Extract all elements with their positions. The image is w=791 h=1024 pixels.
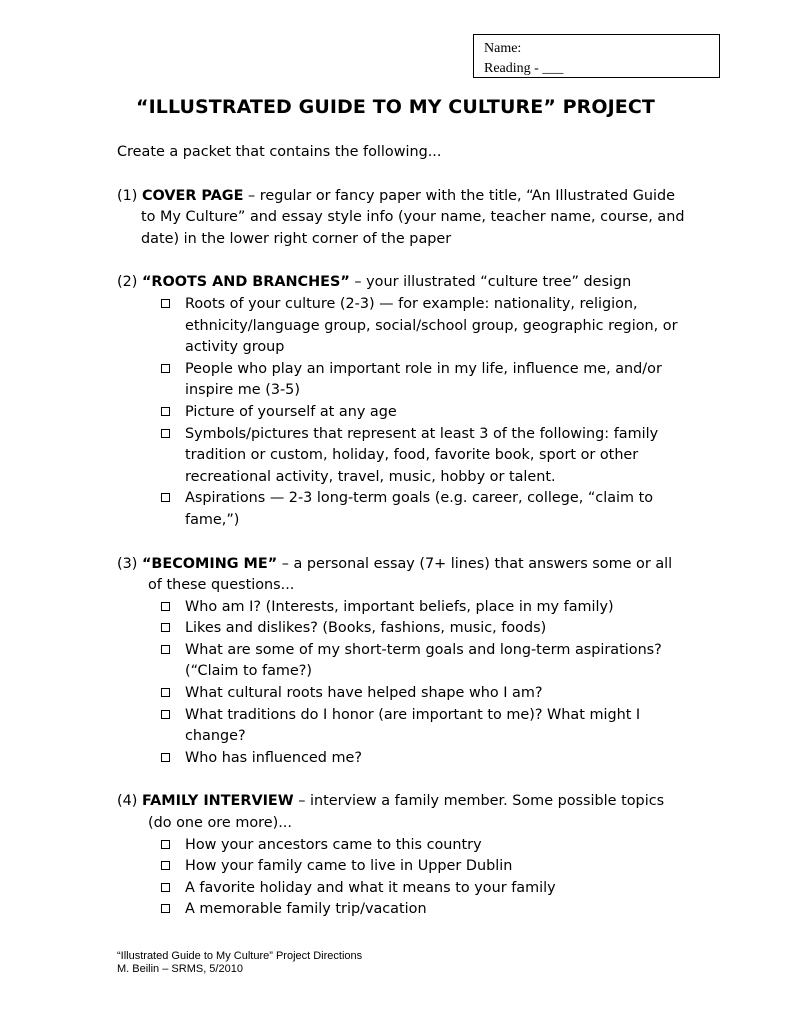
checklist	[117, 835, 687, 921]
checklist-item-text: What cultural roots have helped shape who I am?	[185, 685, 543, 702]
page-title: “ILLUSTRATED GUIDE TO MY CULTURE” PROJECT	[135, 96, 655, 118]
section-number: (4)	[117, 793, 138, 810]
section-title: “BECOMING ME”	[141, 555, 278, 572]
section-heading	[117, 554, 687, 597]
checklist-item	[185, 294, 687, 359]
section-description: – a personal essay (7+ lines) that answers some or all of these questions...	[148, 555, 673, 594]
section-description: – interview a family member. Some possible topics (do one ore more)...	[148, 793, 665, 832]
checklist-item-text: Symbols/pictures that represent at least 3 of the following: family tradition or custom, holiday, food, favorite book, sport or other recreational activity, travel, music, hobby or talent.	[185, 425, 659, 485]
name-label: Name:	[484, 41, 522, 56]
checklist-item	[185, 705, 687, 748]
reading-label: Reading - ___	[484, 61, 564, 76]
checkbox-icon	[161, 364, 170, 373]
checklist-item	[185, 640, 687, 683]
checklist-item	[185, 424, 687, 489]
checklist-item-text: Picture of yourself at any age	[185, 403, 397, 420]
checkbox-icon	[161, 623, 170, 632]
document-body	[117, 142, 687, 943]
checklist-item	[185, 899, 687, 921]
section-title: COVER PAGE	[141, 187, 244, 204]
checklist-item	[185, 402, 687, 424]
checklist-item-text: Who has influenced me?	[185, 749, 363, 766]
checklist-item-text: A favorite holiday and what it means to your family	[185, 879, 556, 896]
checklist	[117, 597, 687, 770]
section-description: – your illustrated “culture tree” design	[349, 274, 632, 291]
checkbox-icon	[161, 688, 170, 697]
checklist	[117, 294, 687, 532]
checkbox-icon	[161, 840, 170, 849]
checklist-item-text: Who am I? (Interests, important beliefs, place in my family)	[185, 598, 614, 615]
checklist-item	[185, 359, 687, 402]
checkbox-icon	[161, 861, 170, 870]
section-number: (2)	[117, 274, 138, 291]
checkbox-icon	[161, 429, 170, 438]
checklist-item	[185, 835, 687, 857]
section-title: “ROOTS AND BRANCHES”	[141, 274, 350, 291]
checkbox-icon	[161, 904, 170, 913]
section-heading	[117, 272, 687, 294]
footer-line-2: M. Beilin – SRMS, 5/2010	[117, 963, 243, 975]
checklist-item-text: What are some of my short-term goals and long-term aspirations? (“Claim to fame?)	[185, 641, 662, 680]
checklist-item-text: How your ancestors came to this country	[185, 836, 482, 853]
checklist-item	[185, 748, 687, 770]
section-heading	[117, 791, 687, 834]
section-number: (3)	[117, 555, 138, 572]
checklist-item	[185, 618, 687, 640]
section-description: – regular or fancy paper with the title, “An Illustrated Guide to My Culture” and essay style info (your name, teacher name, course, and date) in the lower right corner of the paper	[141, 187, 685, 247]
checklist-item	[185, 856, 687, 878]
checkbox-icon	[161, 602, 170, 611]
checklist-item-text: People who play an important role in my life, influence me, and/or inspire me (3-5)	[185, 360, 662, 399]
section-roots-and-branches	[117, 272, 687, 531]
checklist-item-text: How your family came to live in Upper Dublin	[185, 858, 513, 875]
section-family-interview	[117, 791, 687, 921]
name-reading-box	[473, 34, 720, 78]
checkbox-icon	[161, 645, 170, 654]
section-heading	[117, 186, 687, 251]
checklist-item	[185, 683, 687, 705]
page-footer	[117, 950, 362, 976]
checklist-item-text: Aspirations — 2-3 long-term goals (e.g. career, college, “claim to fame,”)	[185, 490, 654, 528]
section-title: FAMILY INTERVIEW	[141, 793, 294, 810]
section-becoming-me	[117, 554, 687, 770]
checkbox-icon	[161, 407, 170, 416]
checklist-item	[185, 488, 687, 531]
section-cover-page	[117, 186, 687, 251]
section-number: (1)	[117, 187, 138, 204]
checkbox-icon	[161, 710, 170, 719]
checklist-item-text: Likes and dislikes? (Books, fashions, music, foods)	[185, 620, 547, 637]
checkbox-icon	[161, 493, 170, 502]
checklist-item-text: What traditions do I honor (are important to me)? What might I change?	[185, 706, 641, 745]
checkbox-icon	[161, 753, 170, 762]
checklist-item-text: Roots of your culture (2-3) — for example: nationality, religion, ethnicity/language group, social/school group, geographic region, or activity group	[185, 295, 678, 356]
checklist-item	[185, 878, 687, 900]
footer-line-1: “Illustrated Guide to My Culture” Project Directions	[117, 950, 363, 962]
intro-text: Create a packet that contains the following...	[117, 144, 442, 160]
checklist-item	[185, 597, 687, 619]
checkbox-icon	[161, 883, 170, 892]
checkbox-icon	[161, 299, 170, 308]
checklist-item-text: A memorable family trip/vacation	[185, 901, 427, 918]
